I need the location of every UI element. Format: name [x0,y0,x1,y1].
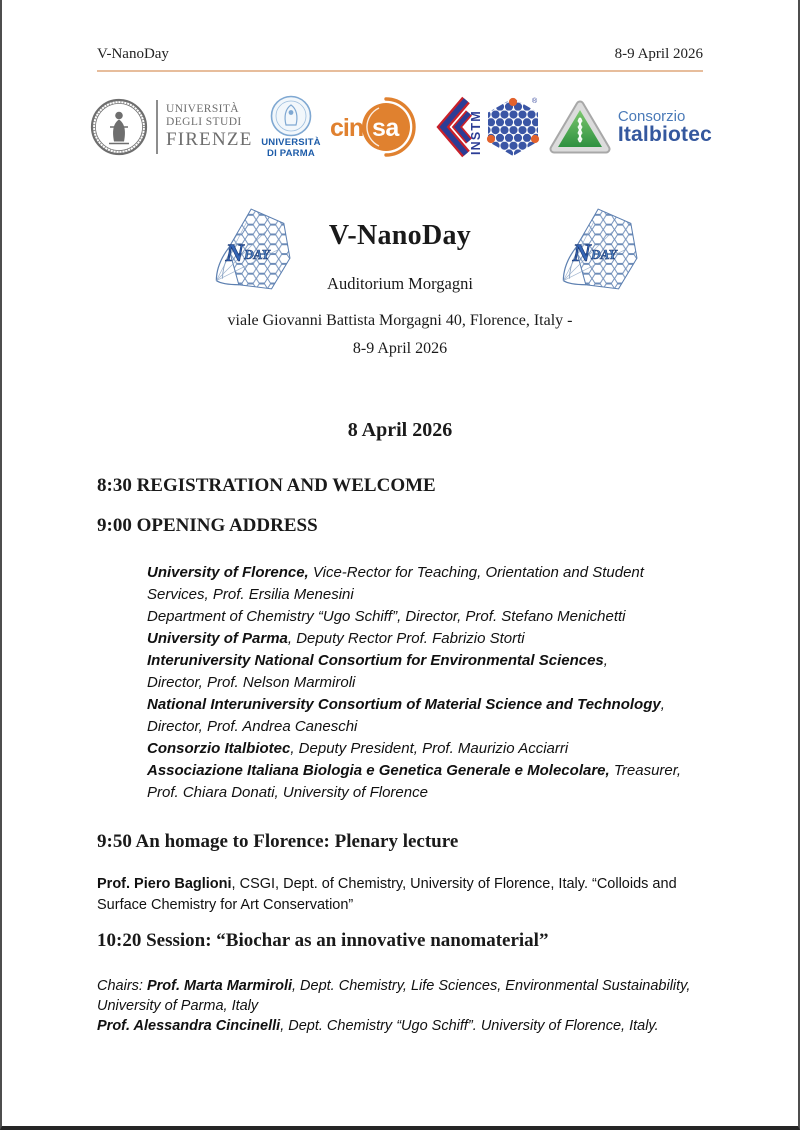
opening-line: University of Florence, Vice-Rector for Teaching, Orientation and Student [147,564,644,581]
plenary-line: Surface Chemistry for Art Conservation” [97,897,354,913]
svg-text:cin: cin [330,114,364,142]
day-heading: 8 April 2026 [347,419,453,441]
chairs-line: Chairs: Prof. Marta Marmiroli, Dept. Chemistry, Life Sciences, Environmental Sustainability, [97,978,691,994]
opening-line: Director, Prof. Andrea Caneschi [147,718,358,735]
svg-text:DAY: DAY [243,247,270,263]
svg-text:DAY: DAY [590,247,617,263]
running-header-title: V-NanoDay [97,46,169,62]
session-chairs [97,976,690,1036]
plenary-heading: 9:50 An homage to Florence: Plenary lecture [97,831,459,852]
cinsa-logo [329,96,419,158]
opening-line: Prof. Chiara Donati, University of Florence [147,784,428,801]
opening-line: Department of Chemistry “Ugo Schiff”, Director, Prof. Stefano Menichetti [147,608,626,625]
svg-text:sa: sa [372,114,400,142]
registration-heading: 8:30 REGISTRATION AND WELCOME [97,475,436,496]
event-venue: Auditorium Morgagni [327,274,473,293]
chairs-line: University of Parma, Italy [97,998,259,1014]
event-dates: 8-9 April 2026 [352,340,448,357]
plenary-speaker [97,874,677,916]
consorzio-italbiotec-logo [549,99,712,155]
header-rule [97,70,703,72]
svg-text:INSTM: INSTM [469,110,484,155]
event-title: V-NanoDay [328,220,472,251]
logo-row [90,92,712,162]
event-address: viale Giovanni Battista Morgagni 40, Florence, Italy - [227,312,573,329]
florence-logo-text: UNIVERSITÀ DEGLI STUDI FIRENZE [166,103,253,150]
italbiotec-logo-text: Consorzio Italbiotec [617,107,712,146]
opening-line: Associazione Italiana Biologia e Genetica Generale e Molecolare, Treasurer, [147,762,682,779]
opening-line: Services, Prof. Ersilia Menesini [147,586,354,603]
university-of-parma-logo [261,95,321,160]
opening-line: National Interuniversity Consortium of Material Science and Technology, [147,696,665,713]
parma-seal-icon [270,95,312,137]
instm-logo [428,95,540,159]
opening-line: University of Parma, Deputy Rector Prof. Fabrizio Storti [147,630,525,647]
svg-text:®: ® [532,98,538,105]
parma-logo-text: UNIVERSITÀ DI PARMA [261,136,321,159]
session-heading: 10:20 Session: “Biochar as an innovative nanomaterial” [97,930,549,951]
svg-text:N: N [572,238,592,268]
florence-logo-divider [156,100,158,154]
opening-line: Interuniversity National Consortium for Environmental Sciences, [147,652,608,669]
opening-line: Consorzio Italbiotec, Deputy President, Prof. Maurizio Acciarri [147,740,569,757]
plenary-line: Prof. Piero Baglioni, CSGI, Dept. of Chemistry, University of Florence, Italy. “Colloids and [97,876,677,892]
chairs-line: Prof. Alessandra Cincinelli, Dept. Chemistry “Ugo Schiff”. University of Florence, Italy. [97,1018,659,1034]
running-header [97,46,703,63]
svg-text:N: N [225,238,245,268]
university-of-florence-logo [90,98,253,156]
opening-heading: 9:00 OPENING ADDRESS [97,515,318,536]
florence-seal-icon [90,98,148,156]
opening-address-list [147,562,681,804]
opening-line: Director, Prof. Nelson Marmiroli [147,674,356,691]
running-header-date: 8-9 April 2026 [614,46,703,62]
italbiotec-triangle-icon [549,99,611,155]
